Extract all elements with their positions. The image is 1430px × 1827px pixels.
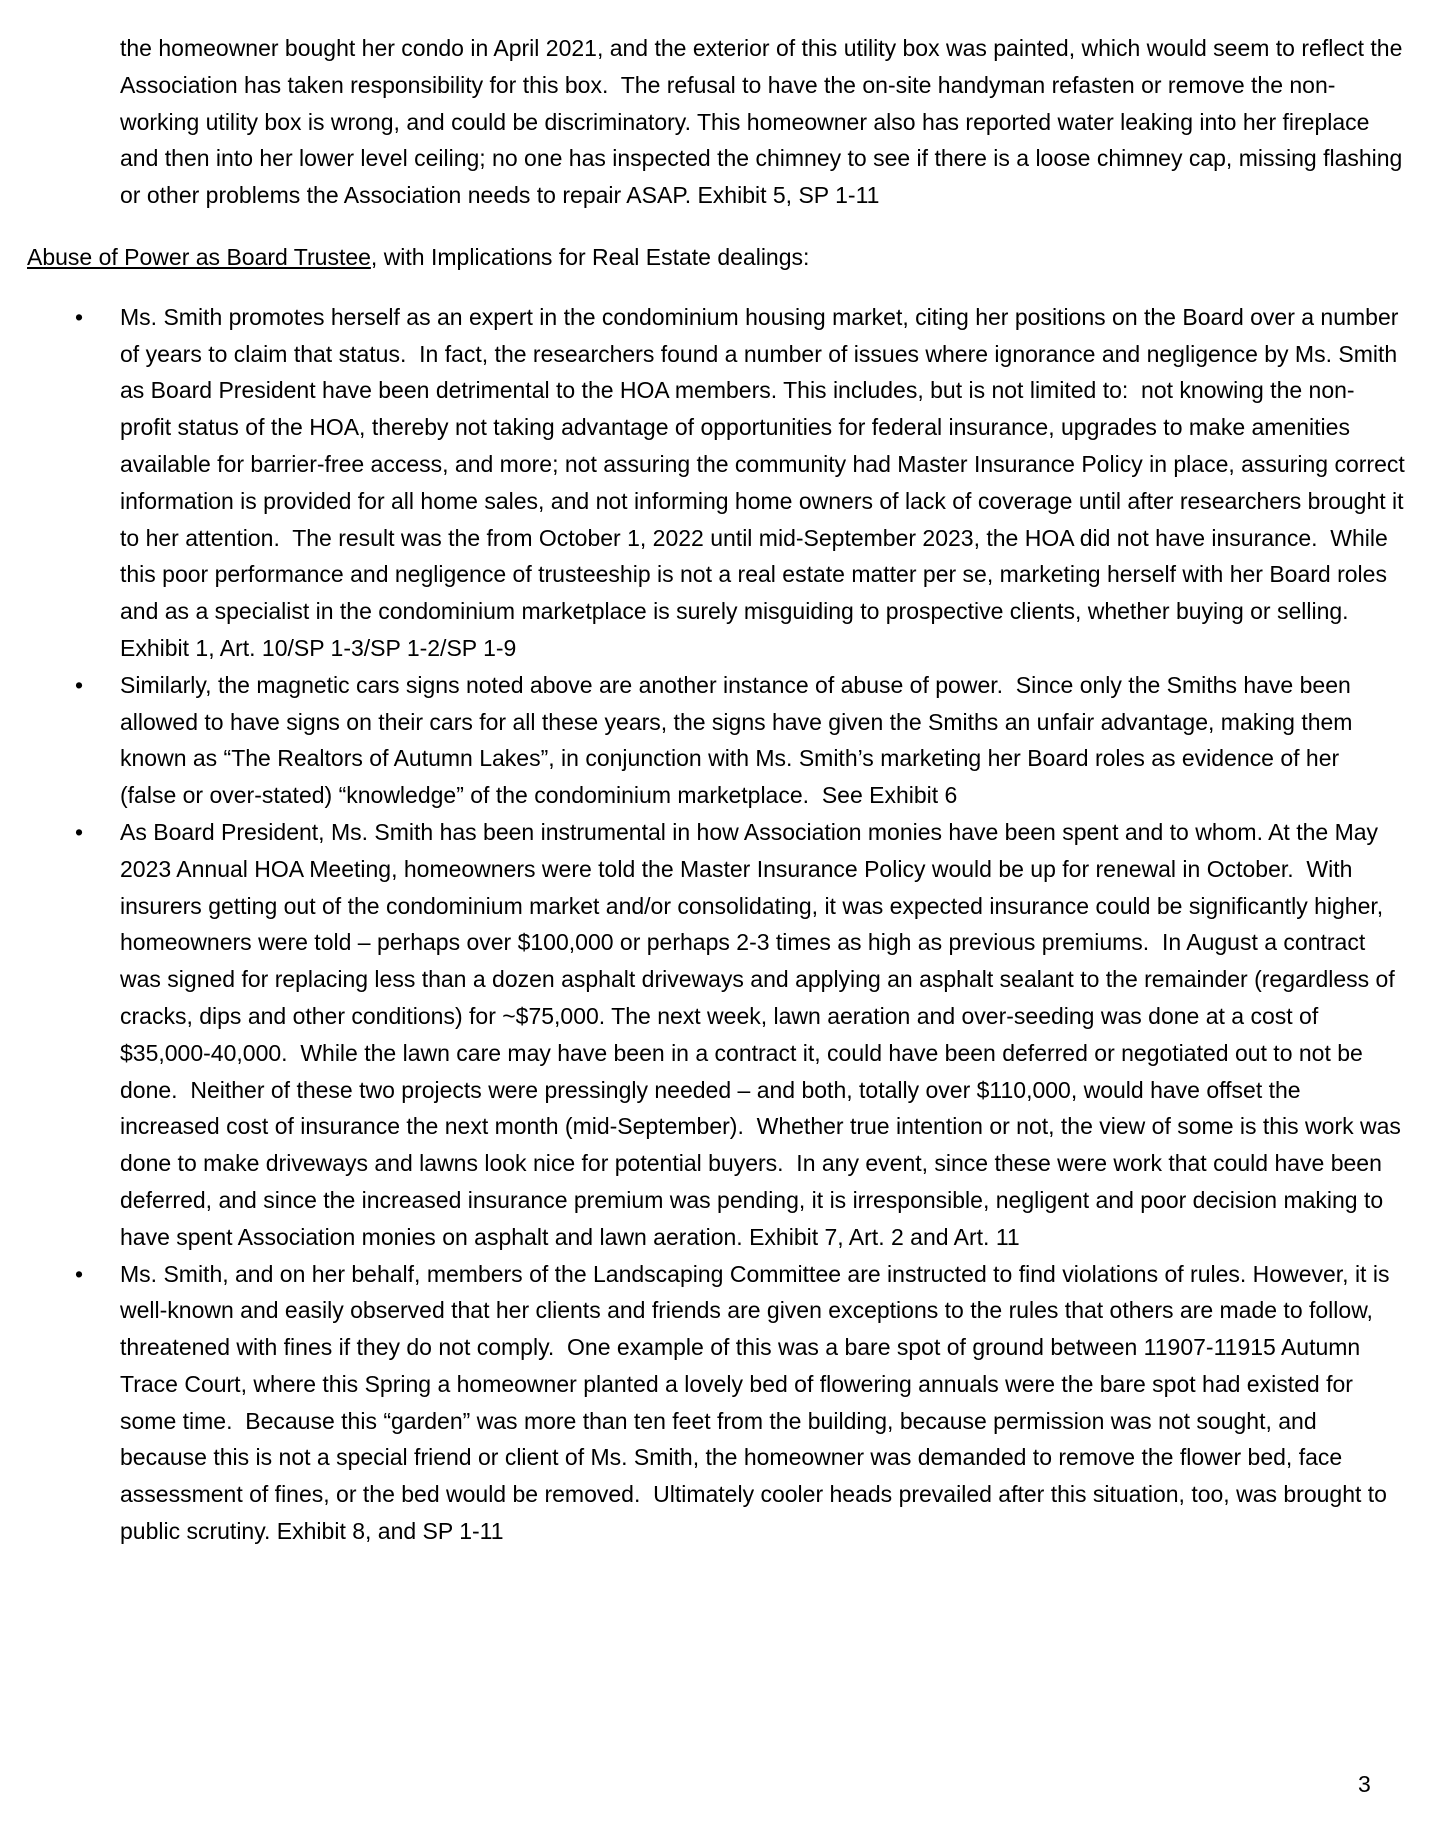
- bullet-icon: •: [75, 303, 84, 330]
- bullet-icon: •: [75, 818, 84, 845]
- bullet-item: [75, 1256, 1405, 1550]
- section-heading-rest: , with Implications for Real Estate dealings:: [370, 243, 810, 270]
- bullet-item: [75, 667, 1405, 814]
- bullet-icon: •: [75, 1260, 84, 1287]
- bullet-icon: •: [75, 671, 84, 698]
- bullet-list: [27, 299, 1412, 1550]
- bullet-item: [75, 814, 1408, 1256]
- section-heading: [27, 239, 1405, 276]
- bullet-text: Ms. Smith, and on her behalf, members of the Landscaping Committee are instructed to find violations of rules. However, it is well-known and easily observed that her clients and friends are given exceptions to the rules that others are made to follow, threatened with fines if they do not comply. One example of this was a bare spot of ground between 11907-11915 Autumn Trace Court, where this Spring a homeowner planted a lovely bed of flowering annuals were the bare spot had existed for some time. Because this “garden” was more than ten feet from the building, because permission was not sought, and because this is not a special friend or client of Ms. Smith, the homeowner was demanded to remove the flower bed, face assessment of fines, or the bed would be removed. Ultimately cooler heads prevailed after this situation, too, was brought to public scrutiny. Exhibit 8, and SP 1-11: [120, 1260, 1396, 1545]
- page-number: 3: [1358, 1771, 1371, 1797]
- bullet-text: Similarly, the magnetic cars signs noted above are another instance of abuse of power. Since only the Smiths have been allowed to have signs on their cars for all these years, the signs have given the Smiths an unfair advantage, making them known as “The Realtors of Autumn Lakes”, in conjunction with Ms. Smith’s marketing her Board roles as evidence of her (false or over-stated) “knowledge” of the condominium marketplace. See Exhibit 6: [120, 671, 1359, 809]
- bullet-text: As Board President, Ms. Smith has been instrumental in how Association monies have been spent and to whom. At the May 2023 Annual HOA Meeting, homeowners were told the Master Insurance Policy would be up for renewal in October. With insurers getting out of the condominium market and/or consolidating, it was expected insurance could be significantly higher, homeowners were told – perhaps over $100,000 or perhaps 2-3 times as high as previous premiums. In August a contract was signed for replacing less than a dozen asphalt driveways and applying an asphalt sealant to the remainder (regardless of cracks, dips and other conditions) for ~$75,000. The next week, lawn aeration and over-seeding was done at a cost of $35,000-40,000. While the lawn care may have been in a contract it, could have been deferred or negotiated out to not be done. Neither of these two projects were pressingly needed – and both, totally over $110,000, would have offset the increased cost of insurance the next month (mid-September). Whether true intention or not, the view of some is this work was done to make driveways and lawns look nice for potential buyers. In any event, since these were work that could have been deferred, and since the increased insurance premium was pending, it is irresponsible, negligent and poor decision making to have spent Association monies on asphalt and lawn aeration. Exhibit 7, Art. 2 and Art. 11: [120, 818, 1408, 1250]
- section-heading-underlined: Abuse of Power as Board Trustee: [27, 243, 371, 270]
- bullet-item: [75, 299, 1412, 667]
- bullet-text: Ms. Smith promotes herself as an expert in the condominium housing market, citing her positions on the Board over a number of years to claim that status. In fact, the researchers found a number of issues where ignorance and negligence by Ms. Smith as Board President have been detrimental to the HOA members. This includes, but is not limited to: not knowing the non-profit status of the HOA, thereby not taking advantage of opportunities for federal insurance, upgrades to make amenities available for barrier-free access, and more; not assuring the community had Master Insurance Policy in place, assuring correct information is provided for all home sales, and not informing home owners of lack of coverage until after researchers brought it to her attention. The result was the from October 1, 2022 until mid-September 2023, the HOA did not have insurance. While this poor performance and negligence of trusteeship is not a real estate matter per se, marketing herself with her Board roles and as a specialist in the condominium marketplace is surely misguiding to prospective clients, whether buying or selling. Exhibit 1, Art. 10/SP 1-3/SP 1-2/SP 1-9: [120, 303, 1412, 661]
- continuation-paragraph: the homeowner bought her condo in April 2021, and the exterior of this utility box was painted, which would seem to reflect the Association has taken responsibility for this box. The refusal to have the on-site handyman refasten or remove the non-working utility box is wrong, and could be discriminatory. This homeowner also has reported water leaking into her fireplace and then into her lower level ceiling; no one has inspected the chimney to see if there is a loose chimney cap, missing flashing or other problems the Association needs to repair ASAP. Exhibit 5, SP 1-11: [120, 35, 1409, 209]
